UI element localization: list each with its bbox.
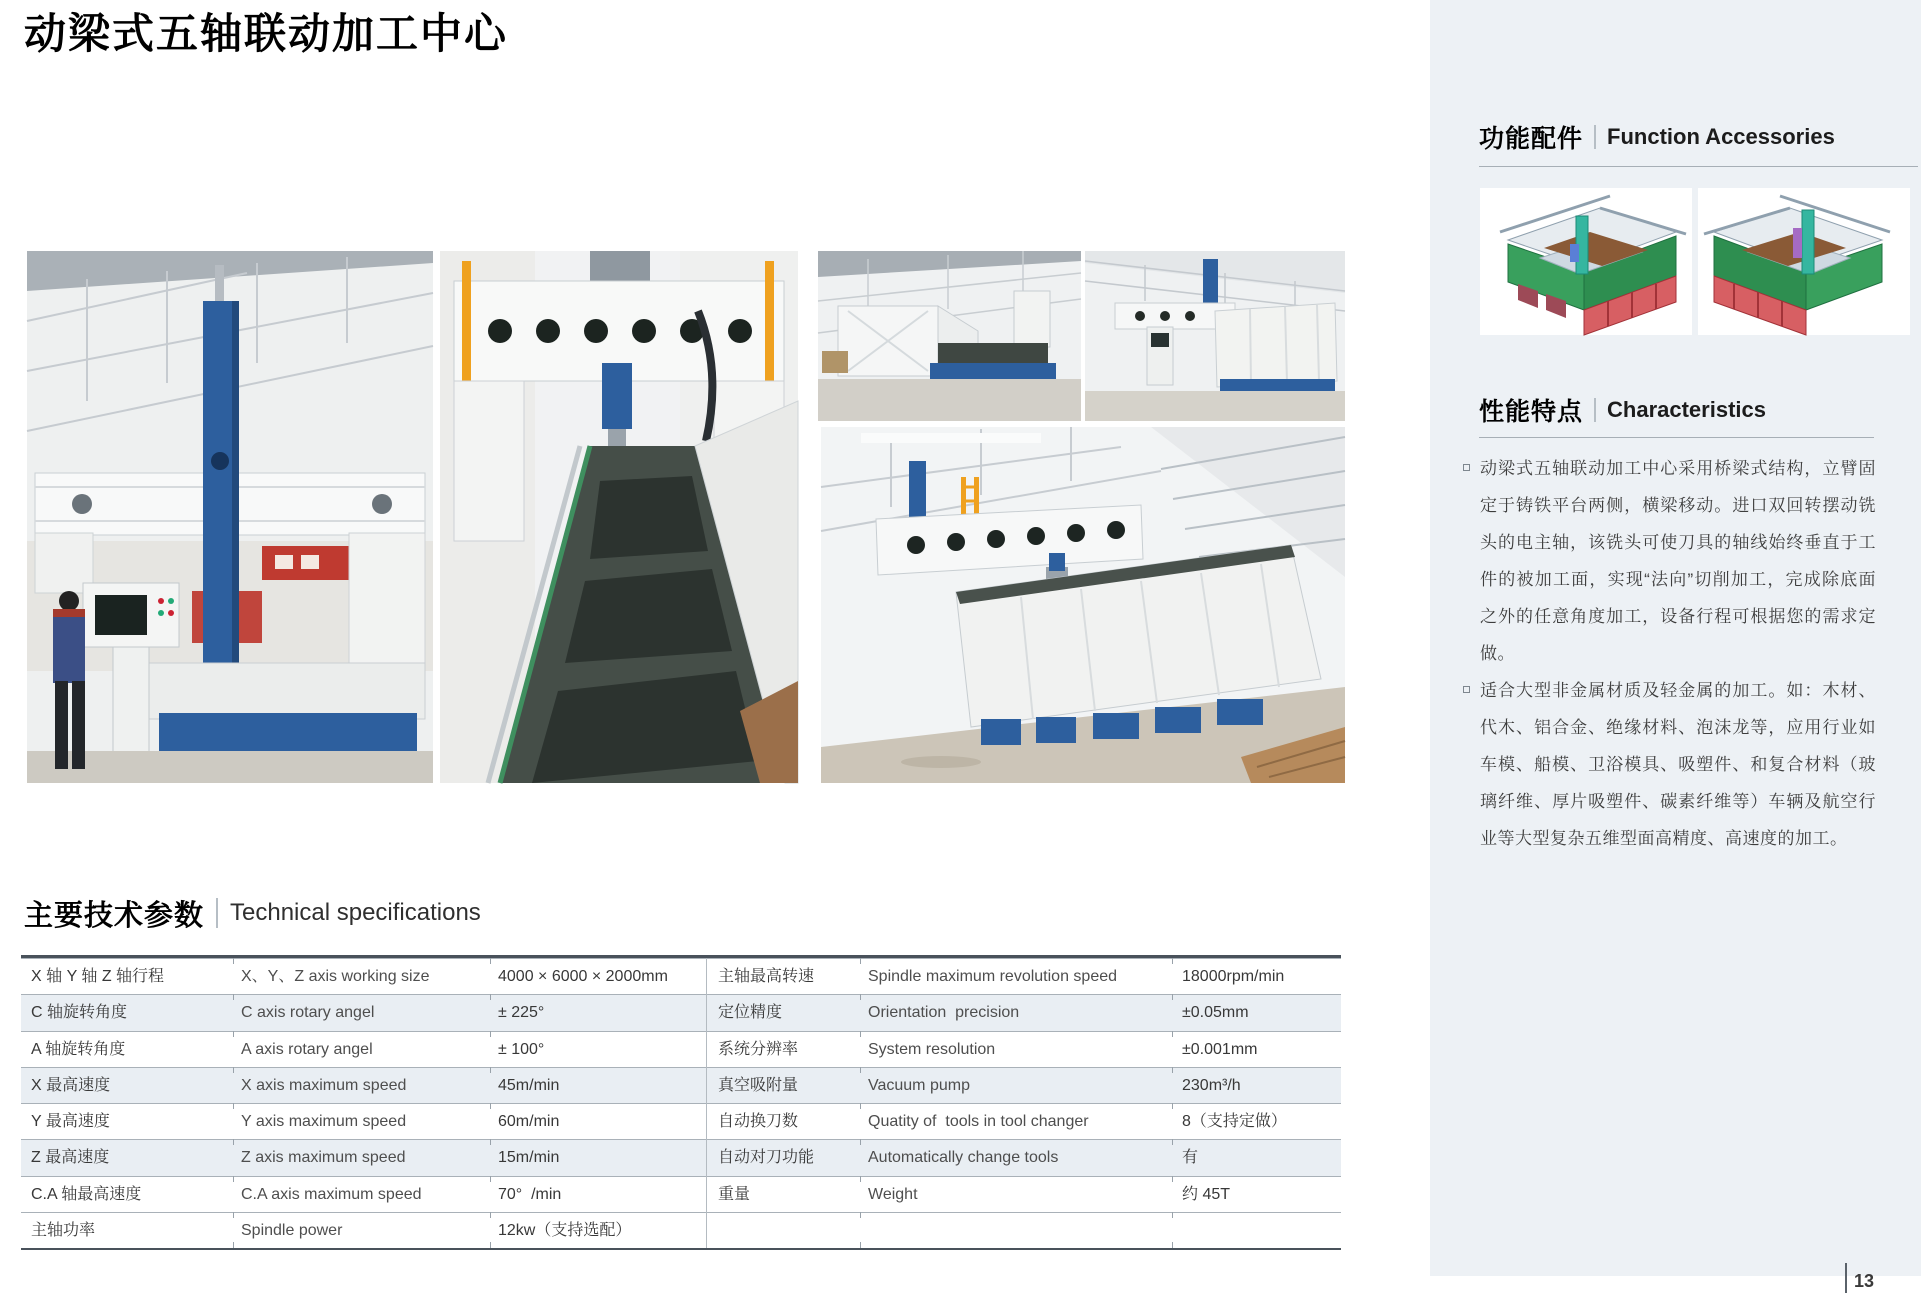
spec-row [21,1067,1341,1103]
tech-specs-heading-en: Technical specifications [230,899,481,926]
accessory-images-row [1480,188,1910,335]
spec-cell-c5: Spindle maximum revolution speed [860,959,1172,994]
function-accessories-heading-cn: 功能配件 [1479,125,1584,153]
characteristics-list [1480,450,1876,857]
spec-cell-c1: C.A 轴最高速度 [31,1185,142,1203]
spec-cell-c2: C axis rotary angel [233,995,490,1030]
characteristic-text: 适合大型非金属材质及轻金属的加工。如：木材、代木、铝合金、绝缘材料、泡沫龙等，应用行业如车模、船模、卫浴模具、吸塑件、和复合材料（玻璃纤维、厚片吸塑件、碳素纤维等）车辆及航空行业等大型复杂五维型面高精度、高速度的加工。 [1480,681,1876,848]
spec-cell-c6: 有 [1172,1140,1341,1175]
spec-cell-c4: 自动换刀数 [718,1113,799,1130]
characteristics-heading [1479,394,1766,426]
spec-cell-c1: 主轴功率 [31,1221,96,1239]
spec-cell-c3: 45m/min [490,1068,700,1103]
spec-cell-c4 [700,1213,860,1248]
workshop-photo-3-illustration [818,251,1081,421]
heading-divider-bar [216,898,218,928]
spec-cell-c2: C.A axis maximum speed [233,1177,490,1212]
characteristic-text: 动梁式五轴联动加工中心采用桥梁式结构，立臂固定于铸铁平台两侧，横梁移动。进口双回转摆动铣头的电主轴，该铣头可使刀具的轴线始终垂直于工件的被加工面，实现“法向”切削加工，完成除底面之外的任意角度加工，设备行程可根据您的需求定做。 [1480,459,1876,663]
spec-cell-c3: 70° /min [490,1177,700,1212]
accessory-cad-image-2 [1698,188,1910,335]
spec-cell-c1: Y 最高速度 [31,1113,110,1130]
page-number-divider-bar [1845,1263,1847,1293]
page-number-value: 13 [1854,1271,1875,1291]
spec-cell-c3: ± 100° [490,1032,700,1067]
page-title: 动梁式五轴联动加工中心 [24,10,509,57]
characteristics-heading-cn: 性能特点 [1479,398,1584,426]
spec-cell-c2: Y axis maximum speed [233,1104,490,1139]
spec-cell-c1: X 轴 Y 轴 Z 轴行程 [31,968,165,985]
spec-cell-c6 [1172,1213,1341,1248]
spec-cell-c2: Spindle power [233,1213,490,1248]
sidebar [1430,0,1921,1276]
spec-row [21,1103,1341,1139]
workshop-photo-4 [1085,251,1345,421]
spec-cell-c4: 自动对刀功能 [718,1149,815,1167]
tech-specs-heading [24,891,481,935]
cad-machine-drawing-1 [1480,188,1692,335]
function-accessories-underline [1479,166,1918,167]
spec-row [21,1212,1341,1248]
workshop-photo-4-illustration [1085,251,1345,421]
characteristic-item [1480,450,1876,672]
spec-cell-c6: 8（支持定做） [1172,1104,1341,1139]
spec-cell-c5 [860,1213,1172,1248]
workshop-photo-1-illustration [27,251,433,783]
spec-cell-c6: ±0.001mm [1172,1032,1341,1067]
spec-cell-c6: 18000rpm/min [1172,959,1341,994]
spec-cell-c4: 系统分辨率 [718,1040,799,1058]
function-accessories-heading [1479,120,1835,154]
spec-cell-c3: 60m/min [490,1104,700,1139]
workshop-photo-1 [27,251,433,783]
workshop-photo-2 [440,251,798,783]
heading-divider-bar [1594,398,1596,422]
spec-cell-c1: A 轴旋转角度 [31,1040,126,1058]
spec-cell-c4: 主轴最高转速 [718,968,815,985]
spec-cell-c3: ± 225° [490,995,700,1030]
workshop-photo-5 [821,427,1345,783]
spec-cell-c4: 定位精度 [718,1004,783,1022]
characteristics-underline [1479,437,1874,438]
square-bullet-icon [1463,464,1470,471]
function-accessories-heading-en: Function Accessories [1607,124,1835,149]
spec-row [21,994,1341,1030]
spec-cell-c4: 重量 [718,1185,751,1203]
spec-table [21,955,1341,1250]
spec-row [21,1139,1341,1175]
workshop-photo-3 [818,251,1081,421]
cad-machine-drawing-2 [1698,188,1910,335]
spec-cell-c5: System resolution [860,1032,1172,1067]
accessory-cad-image-1 [1480,188,1692,335]
tech-specs-heading-cn: 主要技术参数 [24,899,205,932]
square-bullet-icon [1463,686,1470,693]
spec-cell-c6: ±0.05mm [1172,995,1341,1030]
spec-cell-c2: X axis maximum speed [233,1068,490,1103]
spec-cell-c1: C 轴旋转角度 [31,1004,128,1022]
spec-cell-c2: A axis rotary angel [233,1032,490,1067]
characteristic-item [1480,672,1876,857]
spec-row [21,958,1341,994]
spec-row [21,1031,1341,1067]
spec-cell-c5: Vacuum pump [860,1068,1172,1103]
spec-cell-c4: 真空吸附量 [718,1076,799,1094]
spec-cell-c1: Z 最高速度 [31,1149,110,1167]
spec-cell-c5: Automatically change tools [860,1140,1172,1175]
spec-cell-c2: Z axis maximum speed [233,1140,490,1175]
spec-cell-c3: 15m/min [490,1140,700,1175]
spec-cell-c5: Weight [860,1177,1172,1212]
characteristics-heading-en: Characteristics [1607,397,1766,422]
spec-cell-c3: 12kw（支持选配） [490,1213,700,1248]
spec-cell-c1: X 最高速度 [31,1076,111,1094]
spec-cell-c6: 约 45T [1172,1177,1341,1212]
heading-divider-bar [1594,125,1596,149]
spec-cell-c6: 230m³/h [1172,1068,1341,1103]
spec-cell-c5: Orientation precision [860,995,1172,1030]
workshop-photo-2-illustration [440,251,798,783]
workshop-photo-5-illustration [821,427,1345,783]
spec-row [21,1176,1341,1212]
spec-cell-c5: Quatity of tools in tool changer [860,1104,1172,1139]
spec-cell-c3: 4000 × 6000 × 2000mm [490,959,700,994]
spec-cell-c2: X、Y、Z axis working size [233,959,490,994]
